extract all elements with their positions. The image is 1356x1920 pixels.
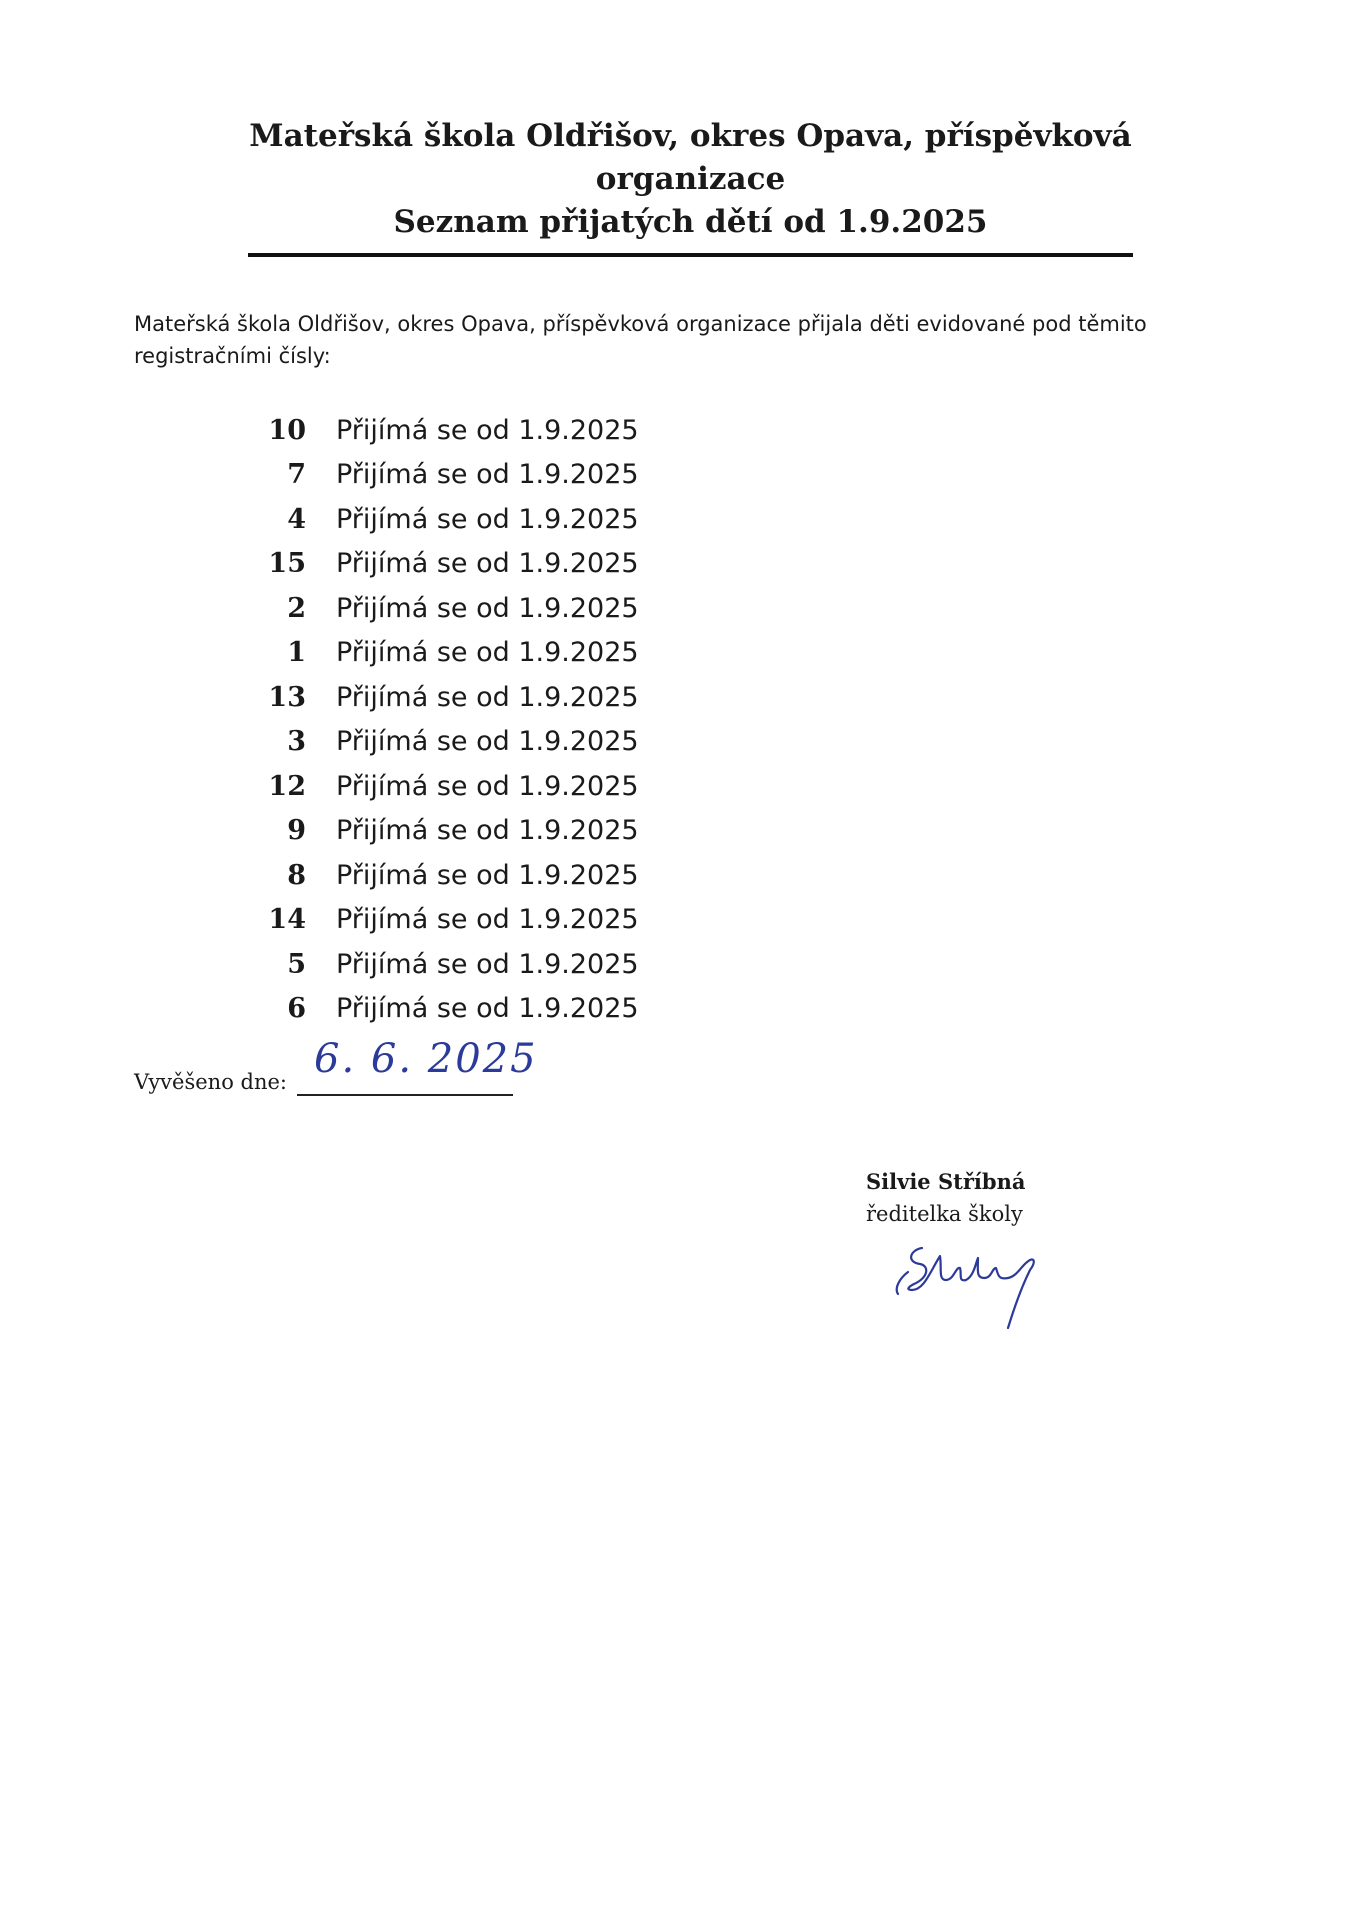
admissions-list bbox=[240, 408, 639, 1031]
title-line-1: Mateřská škola Oldřišov, okres Opava, příspěvková bbox=[249, 118, 1132, 154]
signer-role: ředitelka školy bbox=[866, 1202, 1023, 1226]
list-item bbox=[240, 542, 639, 587]
list-item bbox=[240, 942, 639, 987]
list-item bbox=[240, 898, 639, 943]
handwritten-date: 6. 6. 2025 bbox=[314, 1036, 538, 1082]
title-underline bbox=[248, 253, 1133, 257]
registration-number: 7 bbox=[287, 459, 306, 491]
admission-status: Přijímá se od 1.9.2025 bbox=[336, 726, 639, 758]
list-item bbox=[240, 809, 639, 854]
list-item bbox=[240, 408, 639, 453]
admission-status: Přijímá se od 1.9.2025 bbox=[336, 815, 639, 847]
list-item bbox=[240, 453, 639, 498]
registration-number: 2 bbox=[287, 592, 306, 624]
list-item bbox=[240, 764, 639, 809]
registration-number: 13 bbox=[268, 681, 306, 713]
intro-paragraph: Mateřská škola Oldřišov, okres Opava, příspěvková organizace přijala děti evidované pod těmito registračními čísly: bbox=[134, 312, 1147, 368]
list-item bbox=[240, 497, 639, 542]
admission-status: Přijímá se od 1.9.2025 bbox=[336, 637, 639, 669]
signature-icon bbox=[880, 1232, 1060, 1336]
signer-name: Silvie Stříbná bbox=[866, 1169, 1026, 1194]
admission-status: Přijímá se od 1.9.2025 bbox=[336, 770, 639, 802]
list-item bbox=[240, 987, 639, 1032]
registration-number: 15 bbox=[268, 548, 306, 580]
registration-number: 1 bbox=[287, 637, 306, 669]
signer-block bbox=[866, 1166, 1025, 1230]
registration-number: 12 bbox=[268, 770, 306, 802]
posted-label: Vyvěšeno dne: bbox=[134, 1070, 287, 1094]
list-item bbox=[240, 631, 639, 676]
list-item bbox=[240, 586, 639, 631]
registration-number: 8 bbox=[287, 859, 306, 891]
admission-status: Přijímá se od 1.9.2025 bbox=[336, 993, 639, 1025]
registration-number: 6 bbox=[287, 993, 306, 1025]
admission-status: Přijímá se od 1.9.2025 bbox=[336, 681, 639, 713]
admission-status: Přijímá se od 1.9.2025 bbox=[336, 459, 639, 491]
title-line-2: organizace bbox=[595, 161, 786, 197]
admission-status: Přijímá se od 1.9.2025 bbox=[336, 548, 639, 580]
registration-number: 14 bbox=[268, 904, 306, 936]
registration-number: 4 bbox=[287, 503, 306, 535]
admission-status: Přijímá se od 1.9.2025 bbox=[336, 859, 639, 891]
registration-number: 9 bbox=[287, 815, 306, 847]
admission-status: Přijímá se od 1.9.2025 bbox=[336, 904, 639, 936]
date-signature-line bbox=[297, 1094, 513, 1096]
admission-status: Přijímá se od 1.9.2025 bbox=[336, 503, 639, 535]
registration-number: 10 bbox=[268, 414, 306, 446]
document-title bbox=[248, 115, 1133, 244]
registration-number: 5 bbox=[287, 948, 306, 980]
list-item bbox=[240, 675, 639, 720]
admission-status: Přijímá se od 1.9.2025 bbox=[336, 592, 639, 624]
list-item bbox=[240, 720, 639, 765]
registration-number: 3 bbox=[287, 726, 306, 758]
title-line-3: Seznam přijatých dětí od 1.9.2025 bbox=[393, 204, 988, 240]
list-item bbox=[240, 853, 639, 898]
admission-status: Přijímá se od 1.9.2025 bbox=[336, 948, 639, 980]
admission-status: Přijímá se od 1.9.2025 bbox=[336, 414, 639, 446]
